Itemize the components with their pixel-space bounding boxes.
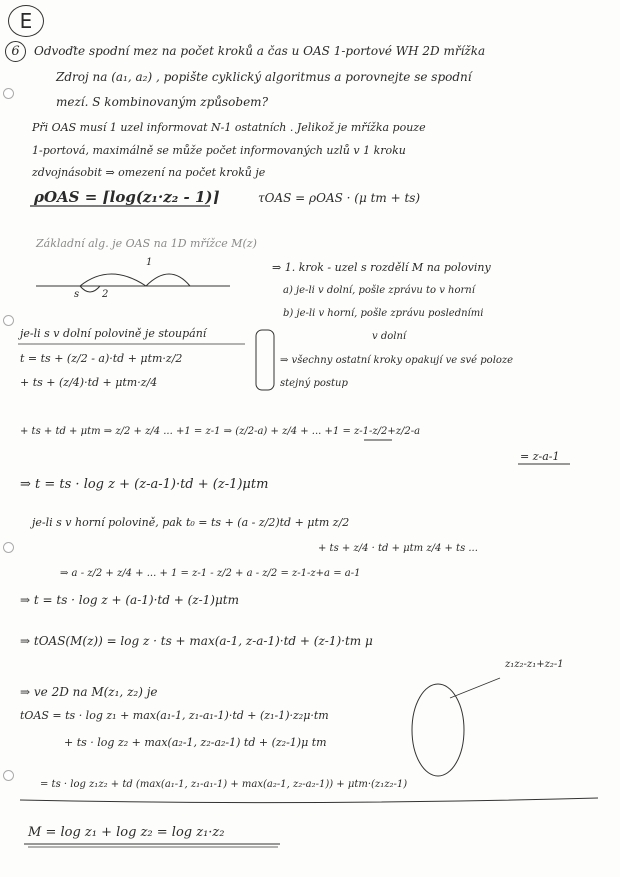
problem-text-line-2: Zdroj na (a₁, a₂) , popište cyklický algoritmus a porovnejte se spodní	[56, 70, 472, 84]
lower-half-eq-1: t = ts + (z/2 - a)·td + μtm·z/2	[20, 352, 183, 365]
m-expression: M = log z₁ + log z₂ = log z₁·z₂	[28, 825, 225, 840]
problem-number: 6	[5, 41, 26, 62]
upper-half-eq-3: ⇒ a - z/2 + z/4 + ... + 1 = z-1 - z/2 + a - z/2 = z-1-z+a = a-1	[60, 568, 361, 579]
margin-note: z₁z₂-z₁+z₂-1	[505, 659, 564, 670]
lower-half-eq-2: + ts + (z/4)·td + μtm·z/4	[20, 376, 158, 389]
basic-algorithm-heading: Základní alg. je OAS na 1D mřížce M(z)	[36, 237, 257, 250]
problem-text-line-3: mezí. S kombinovaným způsobem?	[56, 95, 268, 109]
oas-2d-heading: ⇒ ve 2D na M(z₁, z₂) je	[20, 685, 158, 699]
upper-half-eq-2: + ts + z/4 · td + μtm z/4 + ts ...	[318, 543, 478, 554]
answer-line-2: 1-portová, maximálně se může počet informovaných uzlů v 1 kroku	[32, 144, 406, 157]
diagram-arc-1	[80, 274, 146, 286]
diagram-label-1: 1	[146, 257, 153, 268]
algorithm-step-c-continued: stejný postup	[280, 378, 348, 389]
algorithm-step-b-continued: v dolní	[372, 331, 407, 342]
upper-half-result: ⇒ t = ts · log z + (a-1)·td + (z-1)μtm	[20, 593, 239, 607]
bracket	[256, 330, 274, 390]
upper-half-heading: je-li s v horní polovině, pak t₀ = ts + (a - z/2)td + μtm z/2	[32, 516, 350, 529]
diagram-label-s: s	[74, 289, 80, 300]
algorithm-step-c: ⇒ všechny ostatní kroky opakují ve své poloze	[280, 355, 514, 366]
oas-2d-line-3: = ts · log z₁z₂ + td (max(a₁-1, z₁-a₁-1) + max(a₂-1, z₂-a₂-1)) + μtm·(z₁z₂-1)	[40, 779, 408, 790]
lower-half-eq-3: + ts + td + μtm ⇒ z/2 + z/4 ... +1 = z-1 ⇒ (z/2-a) + z/4 + ... +1 = z-1-z/2+z/2-a	[20, 426, 421, 437]
diagram-label-2: 2	[102, 289, 109, 300]
lower-bound-steps: ρOAS = ⌈log(z₁·z₂ - 1)⌉	[34, 188, 220, 206]
diagram-arc-3	[80, 286, 100, 292]
algorithm-step-b: b) je-li v horní, pošle zprávu posledními	[283, 308, 484, 319]
lower-half-heading: je-li s v dolní polovině je stoupání	[20, 327, 207, 340]
algorithm-step-a: a) je-li v dolní, pošle zprávu to v horní	[283, 285, 475, 296]
answer-line-1: Při OAS musí 1 uzel informovat N-1 ostatních . Jelikož je mřížka pouze	[32, 121, 426, 134]
lower-half-result: ⇒ t = ts · log z + (z-a-1)·td + (z-1)μtm	[20, 477, 269, 492]
answer-line-3: zdvojnásobit ⇒ omezení na počet kroků je	[32, 166, 266, 179]
underline-result	[20, 798, 598, 803]
arrow-to-note	[450, 678, 500, 698]
oas-2d-line-1: tOAS = ts · log z₁ + max(a₁-1, z₁-a₁-1)·td + (z₁-1)·z₂μ·tm	[20, 709, 329, 722]
oas-1d-result: ⇒ tOAS(M(z)) = log z · ts + max(a-1, z-a-1)·td + (z-1)·tm μ	[20, 634, 373, 648]
oas-2d-line-2: + ts · log z₂ + max(a₂-1, z₂-a₂-1) td + (z₂-1)μ tm	[64, 736, 327, 749]
circle-terms	[412, 684, 464, 776]
lower-half-eq-3b: = z-a-1	[520, 450, 560, 463]
page-label: E	[8, 5, 44, 37]
problem-text-line-1: Odvoďte spodní mez na počet kroků a čas u OAS 1-portové WH 2D mřížka	[34, 44, 486, 58]
diagram-arc-2	[146, 274, 190, 286]
algorithm-step-1: ⇒ 1. krok - uzel s rozdělí M na poloviny	[272, 261, 491, 274]
lower-bound-time: τOAS = ρOAS · (μ tm + ts)	[258, 191, 421, 205]
